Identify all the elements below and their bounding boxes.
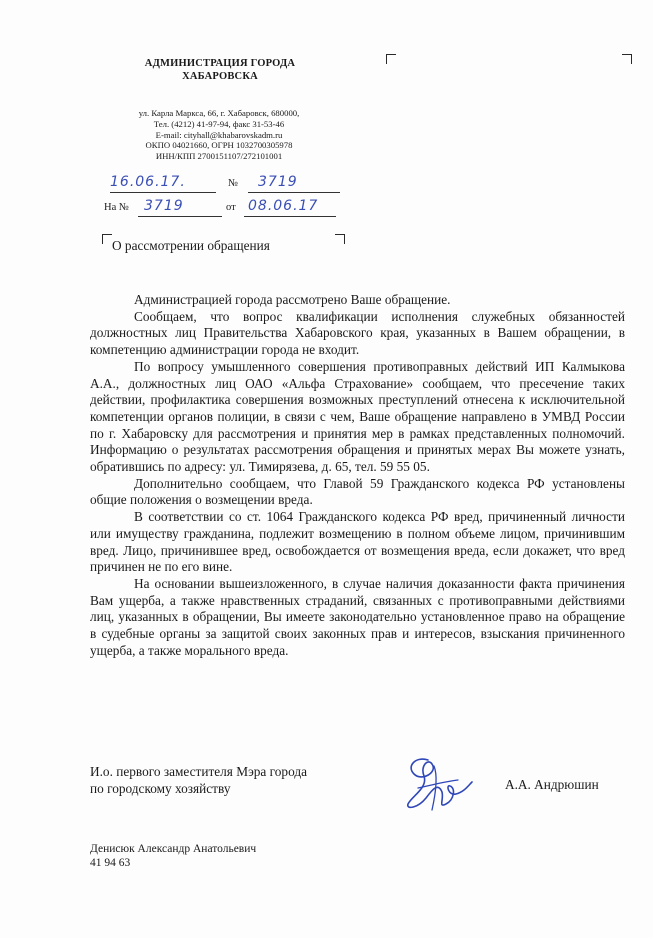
subject-first-letter: О — [112, 238, 122, 253]
date-underline — [110, 192, 216, 193]
ref-date-label: от — [226, 202, 236, 213]
contact-phone: Тел. (4212) 41-97-94, факс 31-53-46 — [153, 118, 285, 129]
subject-line — [112, 238, 270, 254]
executor-block — [90, 842, 256, 870]
executor-name: Денисюк Александр Анатольевич — [90, 843, 257, 855]
number-underline — [248, 192, 340, 193]
registration-number: 3719 — [258, 174, 298, 190]
contact-address: ул. Карла Маркса, 66, г. Хабаровск, 680000, — [138, 108, 300, 118]
body-paragraph-4: Дополнительно сообщаем, что Главой 59 Гражданского кодекса РФ установлены общие положения о возмещении вреда. — [90, 475, 625, 508]
subject-corner-left — [102, 234, 112, 244]
org-name — [130, 57, 310, 83]
ref-date: 08.06.17 — [248, 198, 319, 214]
signatory-position-line2: по городскому хозяйству — [90, 780, 231, 796]
registration-row-1 — [110, 174, 350, 196]
addressee-corner-right — [622, 54, 632, 64]
ref-number-underline — [138, 216, 222, 217]
body-paragraph-3: По вопросу умышленного совершения противоправных действий ИП Калмыкова А.А., должностных лиц ОАО «Альфа Страхование» сообщаем, что пресечение таких действии, профилактика совершения возможных преступлений отнесена к исключительной компетенции органов полиции, в связи с чем, Ваше обращение направлено в УМВД России по г. Хабаровску для рассмотрения и принятия мер в рамках представленных полномочий. Информацию о результатах рассмотрения обращения и принятых мерах Вы можете узнать, обратившись по адресу: ул. Тимирязева, д. 65, тел. 59 55 05. — [90, 358, 625, 475]
registration-date: 16.06.17. — [110, 174, 186, 190]
contact-inn: ИНН/КПП 2700151107/272101001 — [155, 151, 283, 162]
signatory-position — [90, 764, 307, 797]
addressee-corner-left — [386, 54, 396, 64]
org-name-line2: ХАБАРОВСКА — [182, 71, 258, 82]
body-paragraph-2: Сообщаем, что вопрос квалификации исполнения служебных обязанностей должностных лиц Правительства Хабаровского края, указанных в Вашем обращении, в компетенцию администрации города не входит. — [90, 308, 625, 358]
org-contacts — [108, 108, 330, 162]
letter-body — [90, 292, 625, 659]
number-label: № — [228, 178, 239, 189]
signatory-name: А.А. Андрюшин — [505, 777, 599, 792]
registration-row-2 — [104, 198, 344, 220]
body-paragraph-1: Администрацией города рассмотрено Ваше обращение. — [134, 292, 451, 307]
contact-email: E-mail: cityhall@khabarovskadm.ru — [155, 129, 283, 140]
body-paragraph-6: На основании вышеизложенного, в случае наличия доказанности факта причинения Вам ущерба, а также нравственных страданий, связанных с противоправными действиями лиц, указанных в обращении, Вы имеете законодательно установленное право на обращение в судебные органы за защитой своих законных прав и интересов, взыскания причиненного ущерба, а также морального вреда. — [90, 575, 625, 658]
ref-date-underline — [244, 216, 336, 217]
contact-okpo: ОКПО 04021660, ОГРН 1032700305978 — [145, 140, 293, 151]
handwritten-signature — [398, 752, 478, 814]
org-name-line1: АДМИНИСТРАЦИЯ ГОРОДА — [144, 58, 296, 69]
subject-text: рассмотрении обращения — [121, 238, 270, 253]
ref-number: 3719 — [144, 198, 184, 214]
ref-label: На № — [104, 202, 129, 213]
signatory-position-line1: И.о. первого заместителя Мэра города — [90, 764, 307, 779]
body-paragraph-5: В соответствии со ст. 1064 Гражданского кодекса РФ вред, причиненный личности или имуществу гражданина, подлежит возмещению в полном объеме лицом, причинившим вред. Лицо, причинившее вред, освобождается от возмещения вреда, если докажет, что вред причинен не по его вине. — [90, 509, 625, 575]
executor-phone: 41 94 63 — [90, 857, 131, 869]
subject-corner-right — [335, 234, 345, 244]
